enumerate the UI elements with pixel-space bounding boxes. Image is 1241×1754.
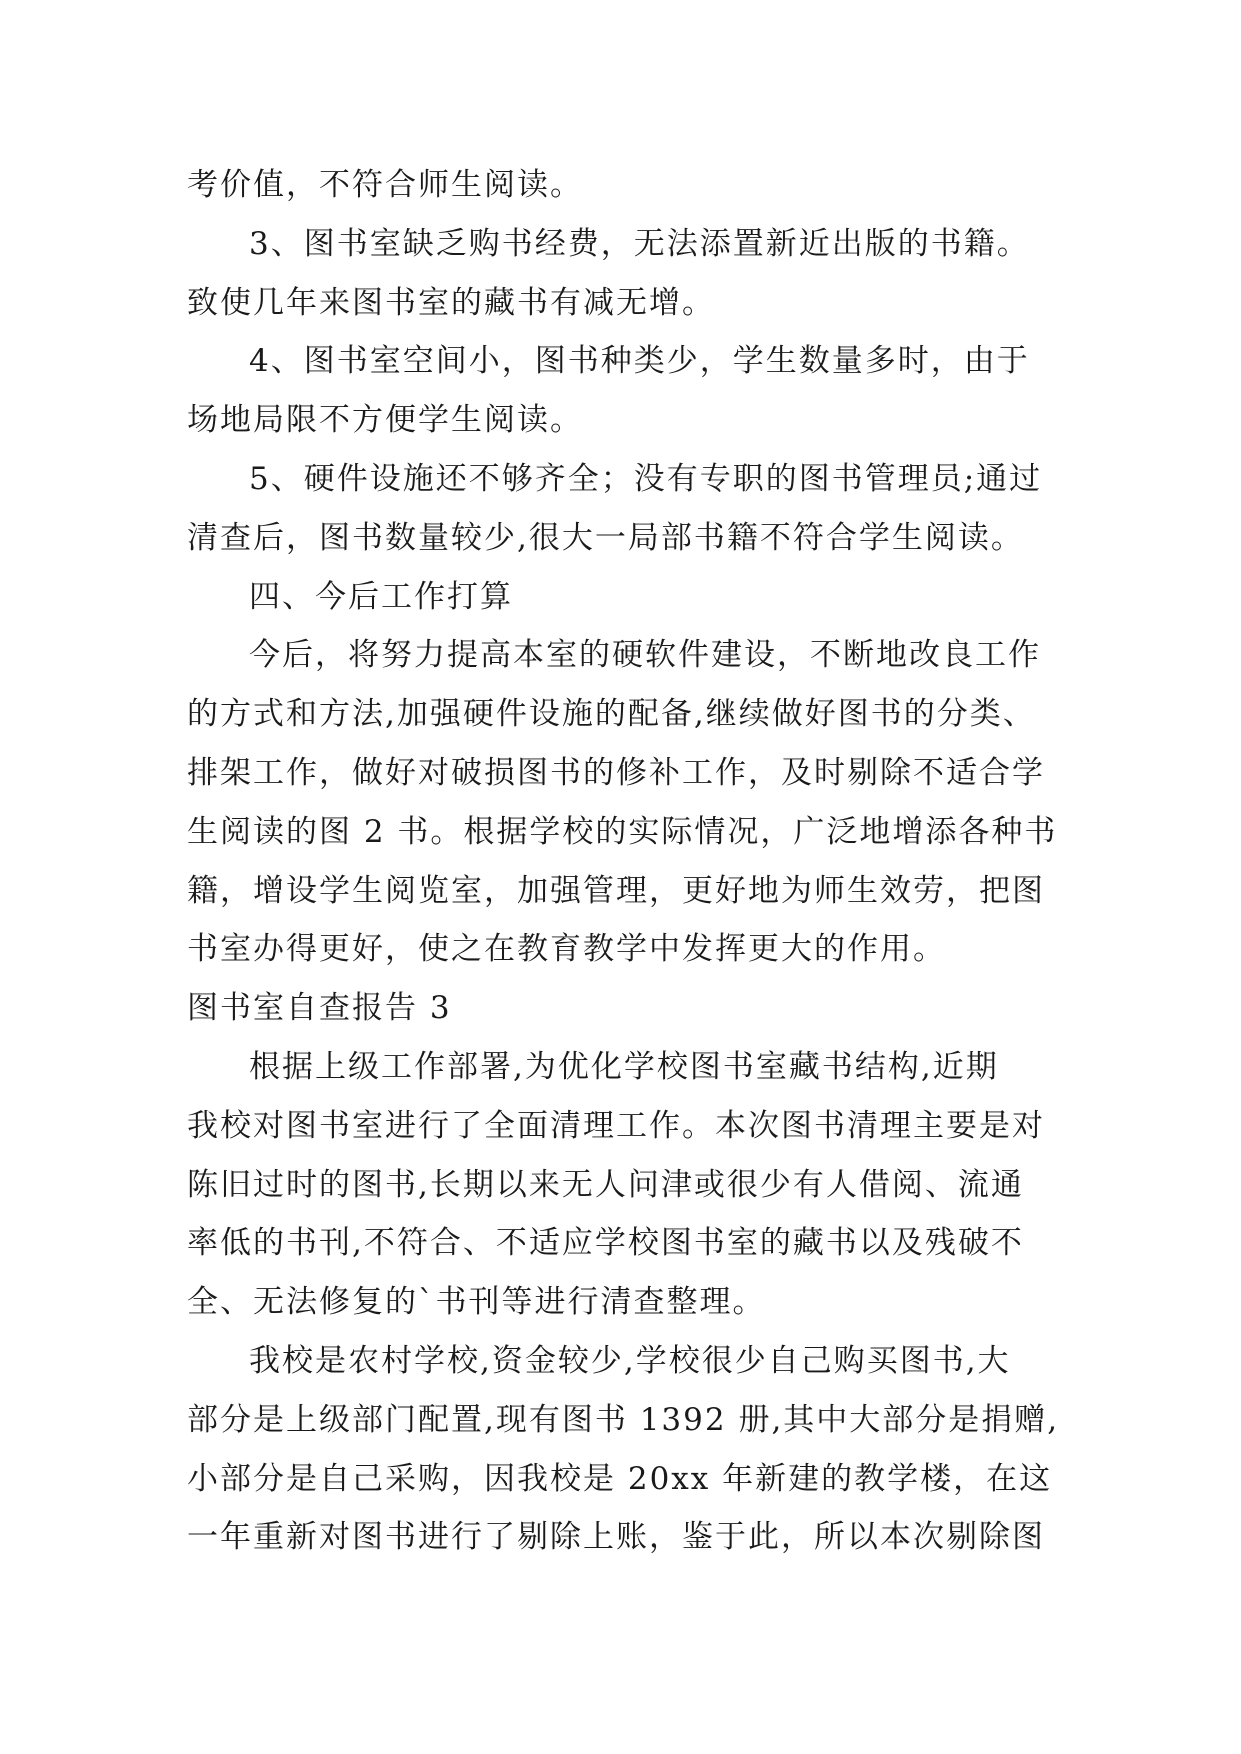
document-body <box>187 156 1067 1567</box>
text-line: 5、硬件设施还不够齐全；没有专职的图书管理员;通过 <box>249 460 1043 497</box>
text-line: 籍，增设学生阅览室，加强管理，更好地为师生效劳，把图 <box>187 872 1045 909</box>
text-line: 一年重新对图书进行了剔除上账，鉴于此，所以本次剔除图 <box>187 1519 1045 1556</box>
text-line: 率低的书刊,不符合、不适应学校图书室的藏书以及残破不 <box>187 1225 1024 1262</box>
text-line: 排架工作，做好对破损图书的修补工作，及时剔除不适合学 <box>187 754 1045 791</box>
text-line: 考价值，不符合师生阅读。 <box>187 167 583 203</box>
text-line: 根据上级工作部署,为优化学校图书室藏书结构,近期 <box>249 1048 999 1085</box>
text-line: 今后，将努力提高本室的硬软件建设，不断地改良工作 <box>249 637 1041 674</box>
text-line: 我校对图书室进行了全面清理工作。本次图书清理主要是对 <box>187 1107 1045 1144</box>
text-line: 场地局限不方便学生阅读。 <box>187 402 583 439</box>
text-line: 生阅读的图 2 书。根据学校的实际情况，广泛地增添各种书 <box>187 813 1058 850</box>
text-line: 我校是农村学校,资金较少,学校很少自己购买图书,大 <box>249 1342 1011 1379</box>
text-line: 3、图书室缺乏购书经费，无法添置新近出版的书籍。 <box>249 225 1030 262</box>
text-line: 部分是上级部门配置,现有图书 1392 册,其中大部分是捐赠, <box>187 1401 1060 1438</box>
section-heading: 四、今后工作打算 <box>249 578 513 615</box>
text-line: 陈旧过时的图书,长期以来无人问津或很少有人借阅、流通 <box>187 1166 1024 1203</box>
text-line: 书室办得更好，使之在教育教学中发挥更大的作用。 <box>187 931 946 968</box>
text-line: 小部分是自己采购，因我校是 20xx 年新建的教学楼，在这 <box>187 1460 1053 1497</box>
text-line: 全、无法修复的`书刊等进行清查整理。 <box>187 1284 766 1321</box>
text-line: 4、图书室空间小，图书种类少，学生数量多时，由于 <box>249 343 1030 380</box>
text-line: 的方式和方法,加强硬件设施的配备,继续做好图书的分类、 <box>187 696 1036 733</box>
text-line: 致使几年来图书室的藏书有减无增。 <box>187 284 715 321</box>
text-line: 清查后，图书数量较少,很大一局部书籍不符合学生阅读。 <box>187 519 1024 556</box>
report-title: 图书室自查报告 3 <box>187 990 452 1027</box>
